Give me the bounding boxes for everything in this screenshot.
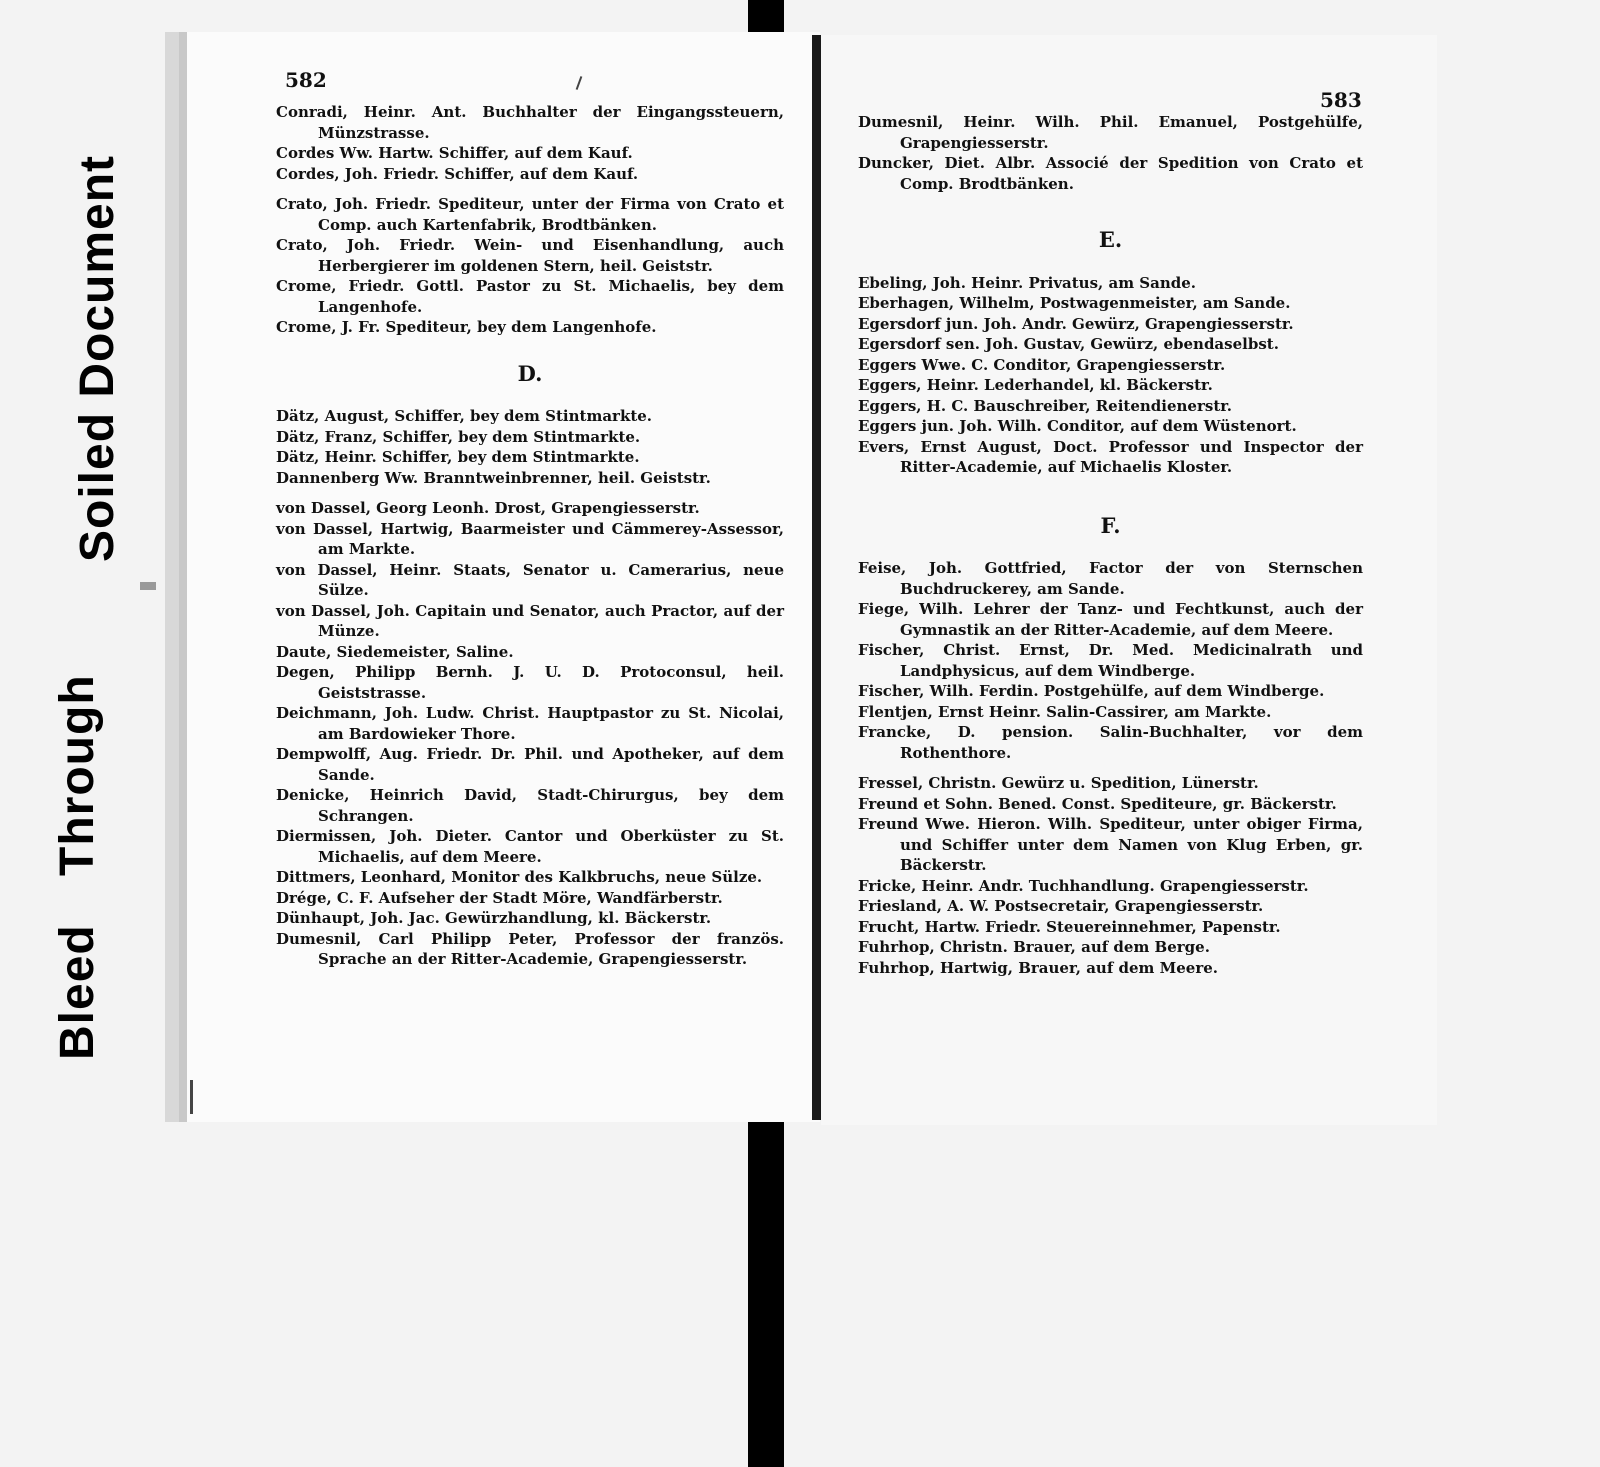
directory-entry: Eberhagen, Wilhelm, Postwagenmeister, am Sande.: [858, 294, 1291, 312]
directory-entry: Egersdorf sen. Joh. Gustav, Gewürz, ebendaselbst.: [858, 335, 1279, 353]
directory-entry: Crato, Joh. Friedr. Spediteur, unter der Firma von Crato et Comp. auch Kartenfabrik, Brodtbänken.: [276, 195, 784, 234]
left-page-column: [276, 102, 784, 970]
section-e-entries: [858, 273, 1363, 478]
directory-entry: Crato, Joh. Friedr. Wein- und Eisenhandlung, auch Herbergierer im goldenen Stern, heil. Geiststr.: [276, 236, 784, 275]
directory-entry: Drége, C. F. Aufseher der Stadt Möre, Wandfärberstr.: [276, 888, 723, 907]
directory-entry: Fricke, Heinr. Andr. Tuchhandlung. Grapengiesserstr.: [858, 876, 1309, 895]
directory-entry: Cordes Ww. Hartw. Schiffer, auf dem Kauf.: [276, 144, 633, 162]
directory-entry: Dätz, Franz, Schiffer, bey dem Stintmarkte.: [276, 427, 641, 446]
directory-entry: Freund Wwe. Hieron. Wilh. Spediteur, unter obiger Firma, und Schiffer unter dem Namen von Klug Erben, gr. Bäckerstr.: [858, 815, 1363, 874]
page-gutter: [812, 35, 821, 1120]
section-heading-f: F.: [1100, 512, 1121, 538]
left-page-number: 582: [285, 68, 327, 92]
directory-entry: Dempwolff, Aug. Friedr. Dr. Phil. und Apotheker, auf dem Sande.: [276, 745, 784, 784]
directory-entry: Eggers, H. C. Bauschreiber, Reitendienerstr.: [858, 396, 1232, 415]
directory-entry: Evers, Ernst August, Doct. Professor und Inspector der Ritter-Academie, auf Michaelis Kloster.: [858, 437, 1363, 476]
directory-entry: Eggers jun. Joh. Wilh. Conditor, auf dem Wüstenort.: [858, 417, 1297, 435]
section-heading-d: D.: [517, 360, 543, 386]
directory-entry: Dätz, Heinr. Schiffer, bey dem Stintmarkte.: [276, 448, 640, 466]
directory-entry: Friesland, A. W. Postsecretair, Grapengiesserstr.: [858, 897, 1264, 915]
directory-entry: von Dassel, Joh. Capitain und Senator, auch Practor, auf der Münze.: [276, 601, 784, 640]
right-page-number: 583: [1320, 88, 1362, 112]
directory-entry: Cordes, Joh. Friedr. Schiffer, auf dem Kauf.: [276, 164, 639, 183]
directory-entry: Crome, Friedr. Gottl. Pastor zu St. Michaelis, bey dem Langenhofe.: [276, 277, 784, 316]
directory-entry: von Dassel, Georg Leonh. Drost, Grapengiesserstr.: [276, 499, 700, 517]
directory-entry: Dittmers, Leonhard, Monitor des Kalkbruchs, neue Sülze.: [276, 868, 763, 886]
directory-entry: Fuhrhop, Hartwig, Brauer, auf dem Meere.: [858, 958, 1218, 977]
directory-entry: Degen, Philipp Bernh. J. U. D. Protoconsul, heil. Geiststrasse.: [276, 663, 784, 702]
section-d-entries: [276, 406, 784, 970]
directory-entry: Crome, J. Fr. Spediteur, bey dem Langenhofe.: [276, 318, 657, 336]
directory-entry: Eggers, Heinr. Lederhandel, kl. Bäckerstr.: [858, 376, 1213, 394]
directory-entry: Fiege, Wilh. Lehrer der Tanz- und Fechtkunst, auch der Gymnastik an der Ritter-Academie, auf dem Meere.: [858, 600, 1363, 639]
directory-entry: Frucht, Hartw. Friedr. Steuereinnehmer, Papenstr.: [858, 917, 1281, 936]
directory-entry: Dannenberg Ww. Branntweinbrenner, heil. Geiststr.: [276, 468, 711, 487]
directory-entry: Duncker, Diet. Albr. Associé der Spedition von Crato et Comp. Brodtbänken.: [858, 154, 1363, 193]
directory-entry: von Dassel, Heinr. Staats, Senator u. Camerarius, neue Sülze.: [276, 560, 784, 599]
directory-entry: Dumesnil, Carl Philipp Peter, Professor der französ. Sprache an der Ritter-Academie, Grapengiesserstr.: [276, 929, 784, 968]
directory-entry: Eggers Wwe. C. Conditor, Grapengiesserstr.: [858, 355, 1226, 374]
directory-entry: Ebeling, Joh. Heinr. Privatus, am Sande.: [858, 273, 1197, 292]
directory-entry: Fischer, Wilh. Ferdin. Postgehülfe, auf dem Windberge.: [858, 682, 1325, 700]
soil-speck: [140, 582, 156, 590]
directory-entry: von Dassel, Hartwig, Baarmeister und Cämmerey-Assessor, am Markte.: [276, 519, 784, 558]
directory-entry: Daute, Siedemeister, Saline.: [276, 642, 514, 661]
directory-entry: Fischer, Christ. Ernst, Dr. Med. Medicinalrath und Landphysicus, auf dem Windberge.: [858, 641, 1363, 680]
directory-entry: Fressel, Christn. Gewürz u. Spedition, Lünerstr.: [858, 774, 1259, 792]
directory-entry: Freund et Sohn. Bened. Const. Spediteure, gr. Bäckerstr.: [858, 794, 1337, 813]
directory-entry: Egersdorf jun. Joh. Andr. Gewürz, Grapengiesserstr.: [858, 314, 1294, 333]
section-c-entries: [276, 102, 784, 338]
directory-entry: Fuhrhop, Christn. Brauer, auf dem Berge.: [858, 938, 1210, 956]
directory-entry: Diermissen, Joh. Dieter. Cantor und Oberküster zu St. Michaelis, auf dem Meere.: [276, 827, 784, 866]
directory-entry: Dünhaupt, Joh. Jac. Gewürzhandlung, kl. Bäckerstr.: [276, 909, 712, 927]
section-f-entries: [858, 558, 1363, 978]
directory-entry: Flentjen, Ernst Heinr. Salin-Cassirer, am Markte.: [858, 702, 1272, 721]
directory-entry: Francke, D. pension. Salin-Buchhalter, vor dem Rothenthore.: [858, 723, 1363, 762]
directory-entry: Dätz, August, Schiffer, bey dem Stintmarkte.: [276, 407, 653, 425]
section-heading-e: E.: [1098, 227, 1123, 252]
directory-entry: Conradi, Heinr. Ant. Buchhalter der Eingangssteuern, Münzstrasse.: [276, 103, 784, 142]
directory-entry: Deichmann, Joh. Ludw. Christ. Hauptpastor zu St. Nicolai, am Bardowieker Thore.: [276, 704, 784, 743]
right-page-column: [858, 112, 1363, 978]
directory-entry: Feise, Joh. Gottfried, Factor der von Sternschen Buchdruckerey, am Sande.: [858, 559, 1363, 598]
section-d-continued-entries: [858, 112, 1363, 194]
directory-entry: Dumesnil, Heinr. Wilh. Phil. Emanuel, Postgehülfe, Grapengiesserstr.: [858, 113, 1363, 152]
binding-bar-bottom: [748, 1120, 784, 1467]
directory-entry: Denicke, Heinrich David, Stadt-Chirurgus, bey dem Schrangen.: [276, 786, 784, 825]
bleed-through-label: Bleed Through: [51, 674, 104, 1060]
soiled-document-label: Soiled Document: [71, 154, 124, 562]
soil-speck: [190, 1080, 193, 1114]
